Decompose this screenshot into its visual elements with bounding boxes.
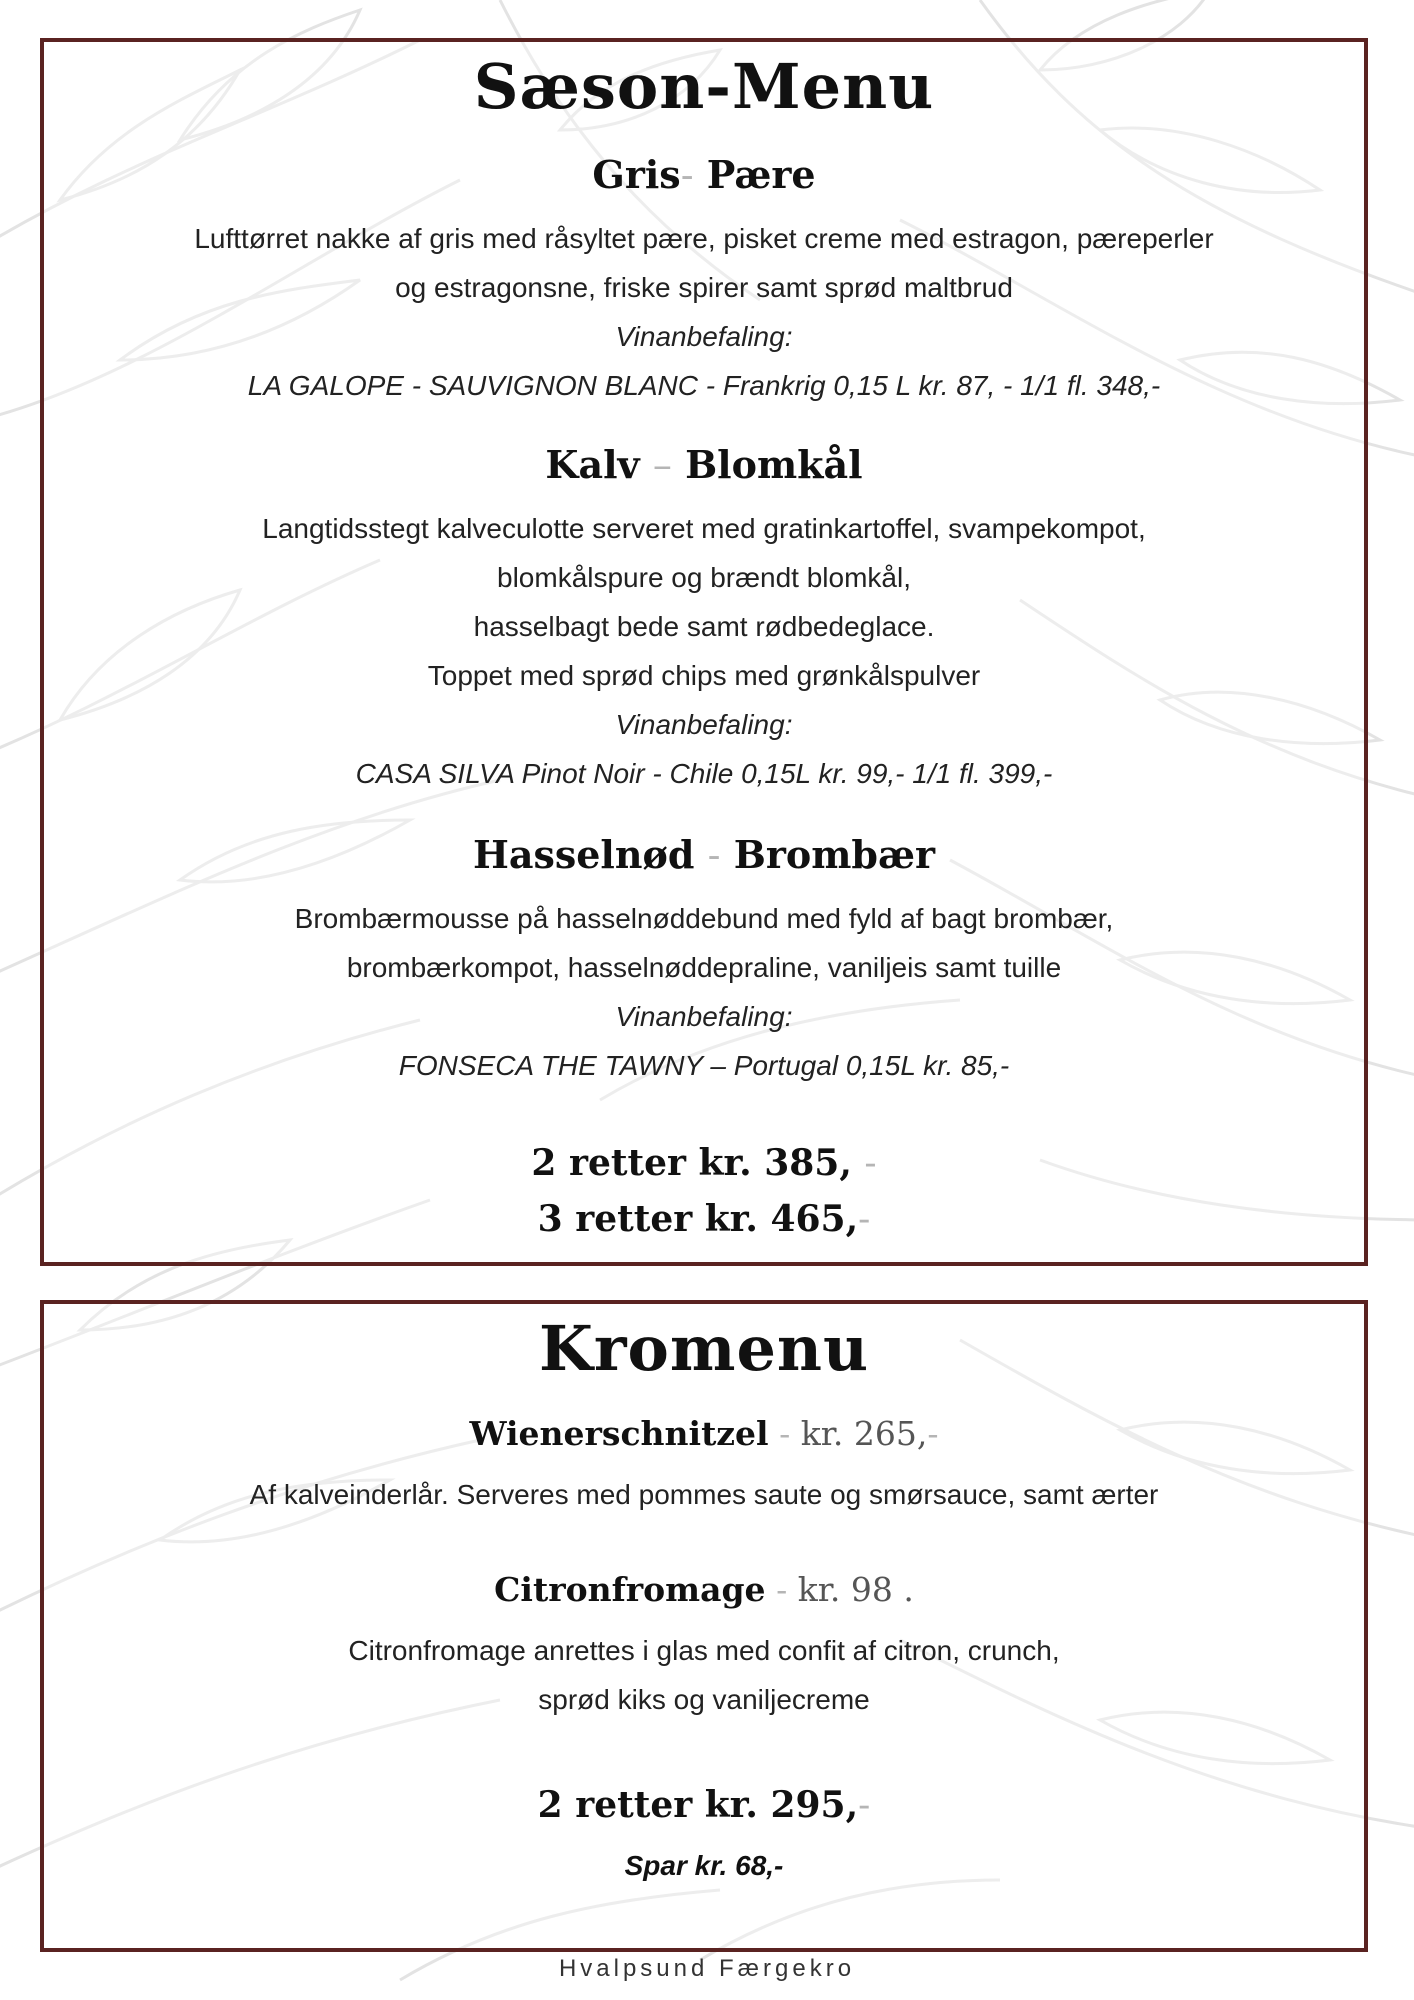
dish-separator: - <box>707 833 721 877</box>
description-line: hasselbagt bede samt rødbedeglace. <box>473 611 935 642</box>
price-separator: - <box>858 1785 871 1826</box>
price-text: 3 retter kr. 465, <box>537 1198 859 1240</box>
wine-recommendation: LA GALOPE - SAUVIGNON BLANC - Frankrig 0,15 L kr. 87, - 1/1 fl. 348,- <box>247 370 1161 401</box>
dish-title-gris-paere <box>44 152 1364 197</box>
dish-price: kr. 98 . <box>797 1570 914 1609</box>
dish-name-part: Blomkål <box>685 442 863 487</box>
dish-name-part: Brombær <box>733 832 936 877</box>
description-line: Af kalveinderlår. Serveres med pommes saute og smørsauce, samt ærter <box>249 1479 1159 1510</box>
dish-title-kalv-blomkaal <box>44 442 1364 487</box>
saeson-menu-panel <box>40 38 1368 1266</box>
dish-price: kr. 265, <box>800 1414 928 1453</box>
dish-description-gris-paere <box>44 214 1364 410</box>
kromenu-panel <box>40 1300 1368 1952</box>
dish-name-part: Gris <box>592 152 681 197</box>
dish-title-hasselnoed-brombaer <box>44 832 1364 877</box>
kro-dish-description-wienerschnitzel <box>44 1470 1364 1519</box>
restaurant-name-footer: Hvalpsund Færgekro <box>558 1955 856 1982</box>
dish-description-kalv-blomkaal <box>44 504 1364 798</box>
dish-separator: - <box>680 153 694 197</box>
kro-dish-description-citronfromage <box>44 1626 1364 1724</box>
wine-recommendation-label: Vinanbefaling: <box>615 1001 793 1032</box>
wine-recommendation: CASA SILVA Pinot Noir - Chile 0,15L kr. 99,- 1/1 fl. 399,- <box>355 758 1053 789</box>
wine-recommendation-label: Vinanbefaling: <box>615 321 793 352</box>
description-line: Langtidsstegt kalveculotte serveret med gratinkartoffel, svampekompot, <box>262 513 1146 544</box>
price-text: 2 retter kr. 295, <box>537 1784 859 1826</box>
saeson-menu-title: Sæson-Menu <box>473 50 935 123</box>
dish-description-hasselnoed-brombaer <box>44 894 1364 1090</box>
dish-name-part: Hasselnød <box>472 832 695 877</box>
dish-separator: - <box>779 1414 791 1453</box>
kro-price-2-courses <box>44 1784 1364 1826</box>
price-2-courses <box>44 1142 1364 1184</box>
dish-name: Wienerschnitzel <box>469 1414 769 1453</box>
dish-name-part: Kalv <box>545 442 640 487</box>
dish-name-part: Pære <box>706 152 816 197</box>
price-separator: - <box>864 1143 877 1184</box>
wine-recommendation-label: Vinanbefaling: <box>615 709 793 740</box>
kro-dish-title-citronfromage <box>44 1570 1364 1609</box>
kro-dish-title-wienerschnitzel <box>44 1414 1364 1453</box>
kromenu-title: Kromenu <box>538 1312 870 1385</box>
description-line: sprød kiks og vaniljecreme <box>538 1684 870 1715</box>
description-line: brombærkompot, hasselnøddepraline, vaniljeis samt tuille <box>346 952 1062 983</box>
price-text: 2 retter kr. 385, <box>531 1142 852 1184</box>
wine-recommendation: FONSECA THE TAWNY – Portugal 0,15L kr. 85,- <box>398 1050 1010 1081</box>
price-separator: - <box>927 1414 939 1453</box>
dish-separator: - <box>776 1570 788 1609</box>
price-separator: - <box>858 1199 871 1240</box>
dish-name: Citronfromage <box>494 1570 766 1609</box>
price-3-courses <box>44 1198 1364 1240</box>
description-line: Citronfromage anrettes i glas med confit af citron, crunch, <box>348 1635 1060 1666</box>
description-line: Toppet med sprød chips med grønkålspulver <box>427 660 981 691</box>
description-line: Brombærmousse på hasselnøddebund med fyld af bagt brombær, <box>294 903 1114 934</box>
description-line: Lufttørret nakke af gris med råsyltet pære, pisket creme med estragon, pæreperler <box>194 223 1214 254</box>
dish-separator: – <box>652 443 672 487</box>
savings-note: Spar kr. 68,- <box>624 1850 784 1881</box>
description-line: blomkålspure og brændt blomkål, <box>497 562 911 593</box>
description-line: og estragonsne, friske spirer samt sprød maltbrud <box>395 272 1013 303</box>
